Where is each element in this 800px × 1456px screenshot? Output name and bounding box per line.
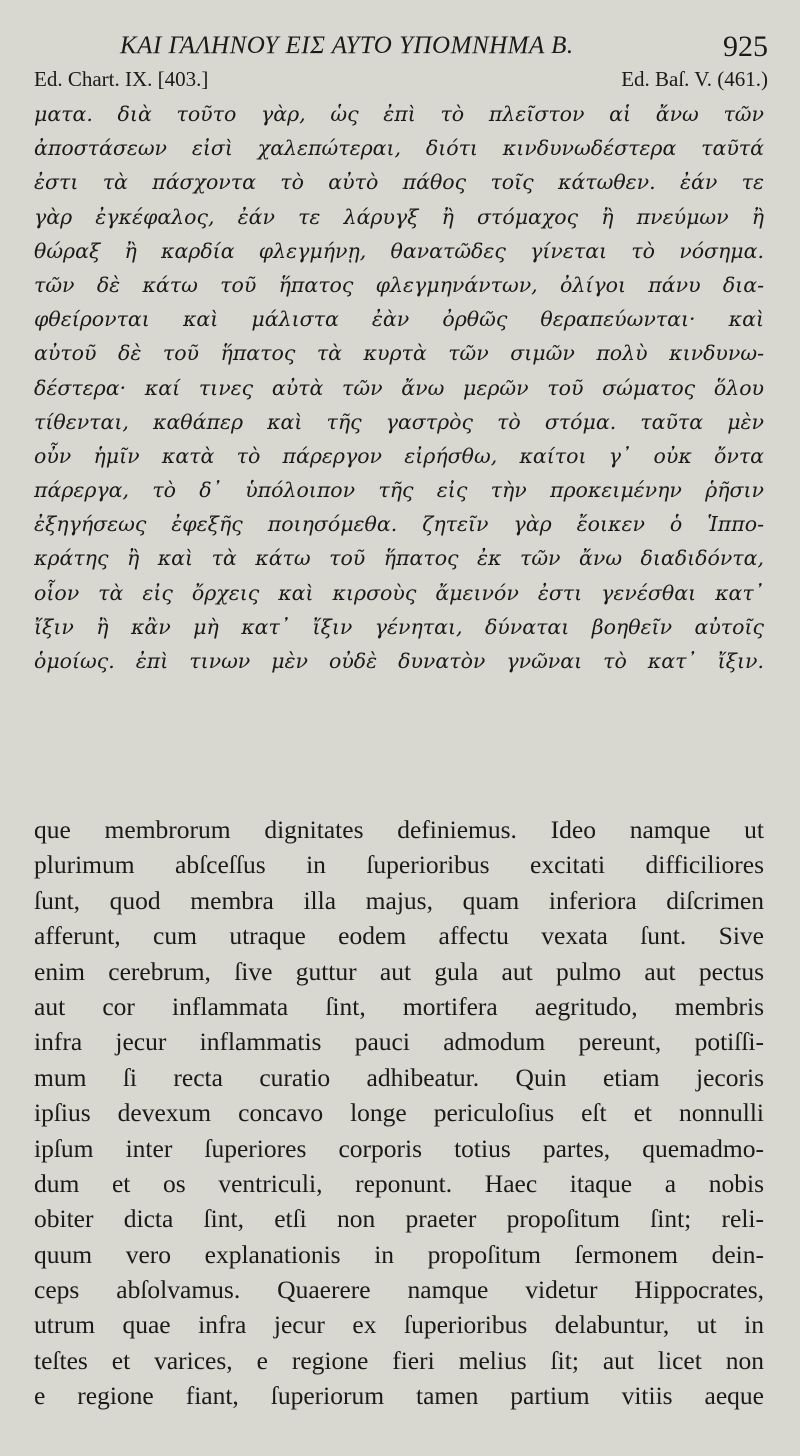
greek-text-line: κράτης ἢ καὶ τὰ κάτω τοῦ ἥπατος ἐκ τῶν ἄνω διαδιδόντα, xyxy=(34,546,764,571)
latin-text-line: ipſum inter ſuperiores corporis totius partes, quemadmo- xyxy=(34,1133,764,1163)
latin-text-line: afferunt, cum utraque eodem affectu vexata ſunt. Sive xyxy=(34,921,764,951)
greek-text-line: τίθενται, καθάπερ καὶ τῆς γαστρὸς τὸ στόμα. ταῦτα μὲν xyxy=(34,409,764,434)
greek-text-line: οἷον τὰ εἰς ὄρχεις καὶ κιρσοὺς ἄμεινόν ἐστι γενέσθαι κατ᾽ xyxy=(34,580,764,605)
greek-text-line: ἐξηγήσεως ἐφεξῆς ποιησόμεθα. ζητεῖν γὰρ ἔοικεν ὁ Ἱππο- xyxy=(34,512,764,537)
latin-translation-block xyxy=(34,812,764,1414)
greek-text-line: ὁμοίως. ἐπὶ τινων μὲν οὐδὲ δυνατὸν γνῶναι τὸ κατ᾽ ἴξιν. xyxy=(34,649,764,673)
latin-text-line: utrum quae infra jecur ex ſuperioribus delabuntur, ut in xyxy=(34,1310,764,1340)
greek-text-line: οὖν ἡμῖν κατὰ τὸ πάρεργον εἰρήσθω, καίτοι γ᾽ οὐκ ὄντα xyxy=(34,443,764,468)
edition-chartier-reference: Ed. Chart. IX. [403.] xyxy=(34,67,209,91)
latin-text-line: que membrorum dignitates definiemus. Ideo namque ut xyxy=(34,815,764,844)
greek-text-line: δέστερα· καί τινες αὐτὰ τῶν ἄνω μερῶν τοῦ σώματος ὅλου xyxy=(34,375,764,400)
latin-text-line: infra jecur inflammatis pauci admodum pereunt, potiſſi- xyxy=(34,1027,764,1057)
running-title: ΚΑΙ ΓΑΛΗΝΟΥ ΕΙΣ ΑΥΤΟ ΥΠΟΜΝΗΜΑ Β. xyxy=(120,32,574,59)
latin-text-line: e regione fiant, ſuperiorum tamen partium vitiis aeque xyxy=(34,1381,764,1411)
greek-text-line: τῶν δὲ κάτω τοῦ ἥπατος φλεγμηνάντων, ὀλίγοι πάνυ δια- xyxy=(34,272,764,297)
greek-text-line: ἴξιν ἢ κἂν μὴ κατ᾽ ἴξιν γένηται, δύναται βοηθεῖν αὐτοῖς xyxy=(34,614,764,639)
page-number: 925 xyxy=(723,30,768,63)
greek-text-line: φθείρονται καὶ μάλιστα ἐὰν ὀρθῶς θεραπεύωνται· καὶ xyxy=(34,307,764,332)
edition-basel-reference: Ed. Baſ. V. (461.) xyxy=(621,67,768,91)
latin-text-line: enim cerebrum, ſive guttur aut gula aut pulmo aut pectus xyxy=(34,956,764,986)
greek-text-block xyxy=(34,97,764,678)
latin-text-line: quum vero explanationis in propoſitum ſermonem dein- xyxy=(34,1239,764,1269)
greek-text-line: πάρεργα, τὸ δ᾽ ὑπόλοιπον τῆς εἰς τὴν προκειμένην ῥῆσιν xyxy=(34,478,764,503)
greek-text-line: αὐτοῦ δὲ τοῦ ἥπατος τὰ κυρτὰ τῶν σιμῶν πολὺ κινδυνω- xyxy=(34,341,764,366)
greek-text-line: ἐστι τὰ πάσχοντα τὸ αὐτὸ πάθος τοῖς κάτωθεν. ἐάν τε xyxy=(34,170,764,195)
latin-text-line: aut cor inflammata ſint, mortifera aegritudo, membris xyxy=(34,991,764,1021)
latin-text-line: dum et os ventriculi, reponunt. Haec itaque a nobis xyxy=(34,1168,764,1198)
greek-text-line: θώραξ ἢ καρδία φλεγμήνῃ, θανατῶδες γίνεται τὸ νόσημα. xyxy=(34,238,764,263)
edition-references xyxy=(34,67,768,95)
greek-text-line: ἀποστάσεων εἰσὶ χαλεπώτεραι, διότι κινδυνωδέστερα ταῦτά xyxy=(34,136,764,161)
latin-text-line: mum ſi recta curatio adhibeatur. Quin etiam jecoris xyxy=(34,1062,764,1092)
running-head xyxy=(34,30,768,70)
latin-text-line: plurimum abſceſſus in ſuperioribus excitati difficiliores xyxy=(34,850,764,880)
greek-text-line: ματα. διὰ τοῦτο γὰρ, ὡς ἐπὶ τὸ πλεῖστον αἱ ἄνω τῶν xyxy=(34,102,764,126)
latin-text-line: teſtes et varices, e regione fieri melius ſit; aut licet non xyxy=(34,1345,764,1375)
greek-text-line: γὰρ ἐγκέφαλος, ἐάν τε λάρυγξ ἢ στόμαχος ἢ πνεύμων ἢ xyxy=(34,204,764,229)
latin-text-line: ſunt, quod membra illa majus, quam inferiora diſcrimen xyxy=(34,885,764,915)
latin-text-line: ceps abſolvamus. Quaerere namque videtur Hippocrates, xyxy=(34,1275,764,1305)
latin-text-line: obiter dicta ſint, etſi non praeter propoſitum ſint; reli- xyxy=(34,1204,764,1234)
latin-text-line: ipſius devexum concavo longe periculoſius eſt et nonnulli xyxy=(34,1098,764,1128)
